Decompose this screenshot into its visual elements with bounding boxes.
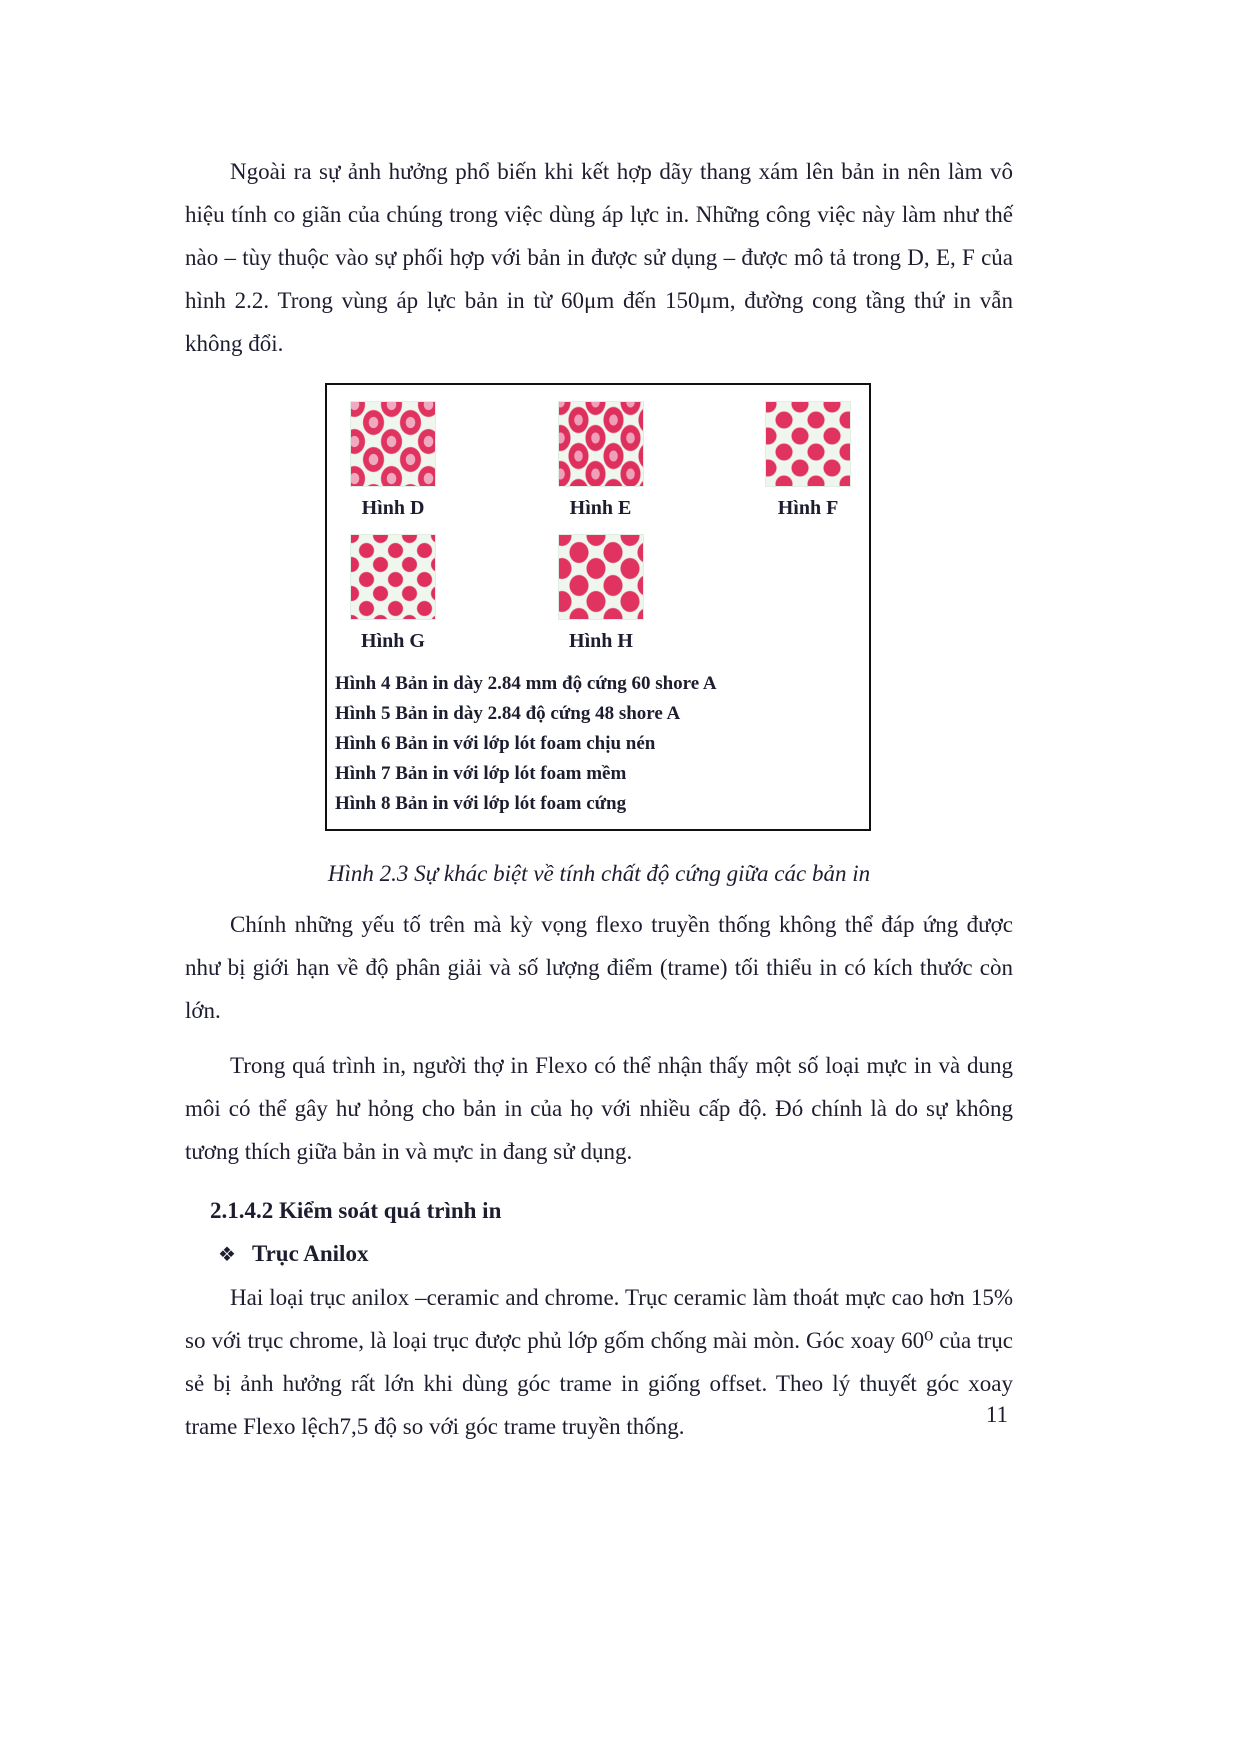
figure-caption-line: Hình 7 Bản in với lớp lót foam mềm: [335, 763, 627, 784]
diamond-bullet-icon: ❖: [218, 1242, 236, 1266]
figure-cell-d: [350, 401, 436, 520]
figure-image-label: Hình E: [569, 497, 632, 519]
figure-image-label: Hình D: [361, 497, 425, 519]
figure-image-label: Hình H: [569, 630, 633, 652]
bullet-label: Trục Anilox: [251, 1241, 369, 1266]
figure-box: [325, 383, 871, 831]
paragraph-anilox: Hai loại trục anilox –ceramic and chrome. Trục ceramic làm thoát mực cao hơn 15% so với trục chrome, là loại trục được phủ lớp gốm chống mài mòn. Góc xoay 60⁰ của trục sẻ bị ảnh hưởng rất lớn khi dùng góc trame in giống offset. Theo lý thuyết góc xoay trame Flexo lệch7,5 độ so với góc trame truyền thống.: [185, 1285, 1013, 1439]
bullet-item-truc-anilox: [218, 1232, 1013, 1276]
figure-caption-line: Hình 6 Bản in với lớp lót foam chịu nén: [335, 733, 656, 754]
figure-cell-e: [558, 401, 644, 520]
dot-pattern-image-h: [558, 534, 644, 620]
section-heading: 2.1.4.2 Kiểm soát quá trình in: [210, 1198, 502, 1223]
figure-cell-h: [558, 534, 644, 653]
paragraph-limits: Chính những yếu tố trên mà kỳ vọng flexo truyền thống không thể đáp ứng được như bị giới hạn về độ phân giải và số lượng điểm (trame) tối thiểu in có kích thước còn lớn.: [185, 912, 1013, 1023]
page-content: [185, 150, 1013, 1448]
figure-image-label: Hình G: [361, 630, 425, 652]
dot-pattern-image-d: [350, 401, 436, 487]
figure-main-caption: Hình 2.3 Sự khác biệt về tính chất độ cứng giữa các bản in: [327, 861, 871, 886]
figure-row-1: [327, 401, 869, 520]
figure-cell-g: [350, 534, 436, 653]
paragraph-intro: Ngoài ra sự ảnh hưởng phổ biến khi kết hợp dãy thang xám lên bản in nên làm vô hiệu tính co giãn của chúng trong việc dùng áp lực in. Những công việc này làm như thế nào – tùy thuộc vào sự phối hợp với bản in được sử dụng – được mô tả trong D, E, F của hình 2.2. Trong vùng áp lực bản in từ 60μm đến 150μm, đường cong tầng thứ in vẫn không đổi.: [185, 159, 1013, 356]
figure-image-label: Hình F: [777, 497, 839, 519]
paragraph-ink-damage: Trong quá trình in, người thợ in Flexo có thể nhận thấy một số loại mực in và dung môi có thể gây hư hỏng cho bản in của họ với nhiều cấp độ. Đó chính là do sự không tương thích giữa bản in và mực in đang sử dụng.: [185, 1053, 1013, 1164]
dot-pattern-image-e: [558, 401, 644, 487]
figure-row-2: [327, 534, 869, 653]
figure-caption-line: Hình 5 Bản in dày 2.84 độ cứng 48 shore A: [335, 703, 681, 724]
page-number: 11: [985, 1402, 1008, 1427]
dot-pattern-image-g: [350, 534, 436, 620]
figure-caption-line: Hình 8 Bản in với lớp lót foam cứng: [335, 793, 627, 814]
dot-pattern-image-f: [765, 401, 851, 487]
figure-caption-list: [327, 669, 869, 819]
figure-cell-f: [765, 401, 851, 520]
figure-caption-line: Hình 4 Bản in dày 2.84 mm độ cứng 60 shore A: [335, 673, 717, 694]
